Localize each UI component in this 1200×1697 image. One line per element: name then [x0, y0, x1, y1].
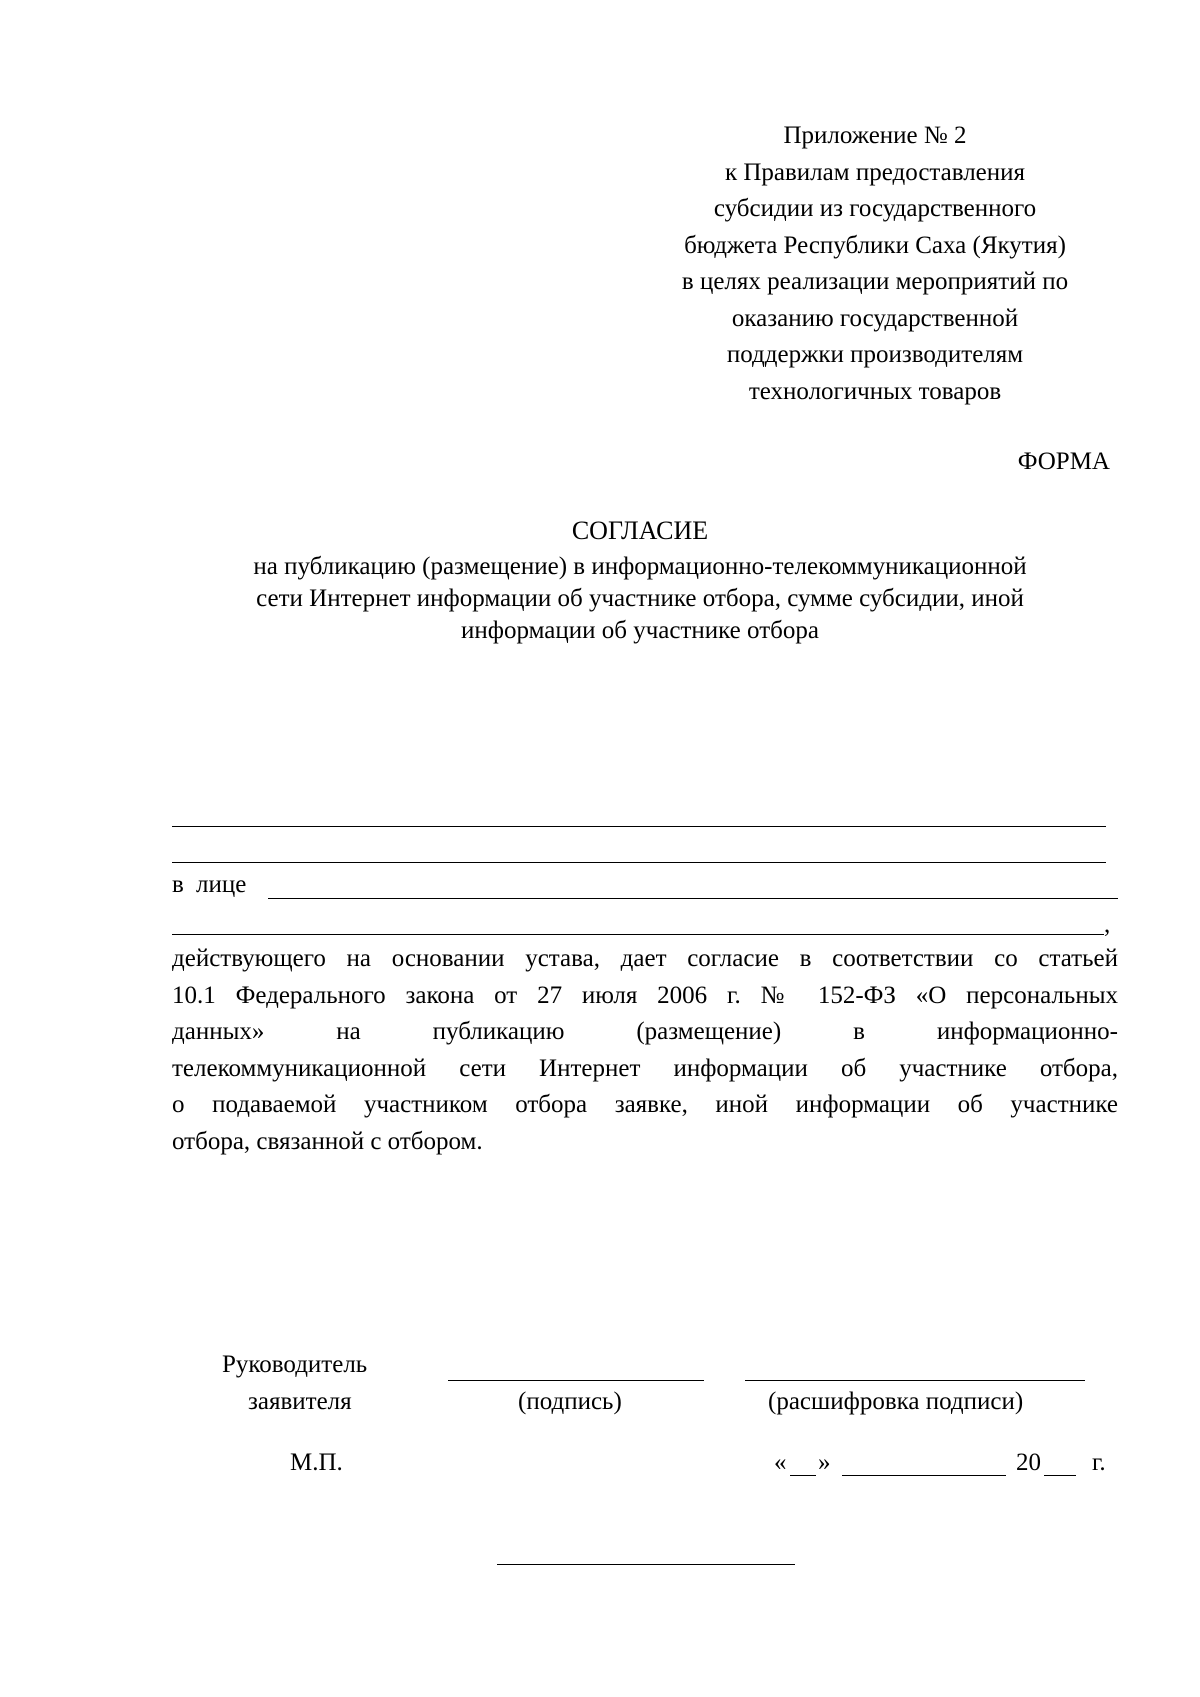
- decode-caption: (расшифровка подписи): [768, 1388, 1024, 1415]
- role-label-line2: заявителя: [248, 1388, 352, 1415]
- form-label: ФОРМА: [1017, 448, 1110, 475]
- date-close-quote: »: [818, 1449, 831, 1476]
- title-heading: СОГЛАСИЕ: [571, 516, 709, 545]
- role-label-line1: Руководитель: [222, 1351, 368, 1378]
- representative-name-line-2[interactable]: [172, 934, 1104, 935]
- annex-header: [640, 118, 1110, 410]
- date-open-quote: «: [774, 1449, 787, 1476]
- signature-decode-line[interactable]: [745, 1380, 1085, 1381]
- date-year-line[interactable]: [1044, 1475, 1076, 1476]
- signature-caption: (подпись): [518, 1388, 622, 1415]
- bottom-blank-line[interactable]: [497, 1564, 795, 1565]
- year-suffix: г.: [1092, 1449, 1106, 1476]
- document-title: [170, 515, 1110, 647]
- annex-line: оказанию государственной: [731, 304, 1019, 332]
- body-line: о подаваемой участником отбора заявке, иной информации об участнике: [172, 1091, 1118, 1118]
- body-line: данных» на публикацию (размещение) в информационно-: [172, 1018, 1118, 1045]
- body-line: отбора, связанной с отбором.: [172, 1127, 483, 1155]
- trailing-comma: ,: [1104, 911, 1111, 938]
- annex-line: к Правилам предоставления: [724, 158, 1026, 186]
- annex-line: поддержки производителям: [726, 341, 1024, 368]
- representative-name-line[interactable]: [268, 898, 1118, 899]
- consent-body: [172, 941, 1118, 1160]
- body-line: действующего на основании устава, дает согласие в соответствии со статьей: [172, 945, 1118, 972]
- applicant-name-line-2[interactable]: [172, 862, 1106, 863]
- signature-line[interactable]: [448, 1380, 704, 1381]
- applicant-name-line-1[interactable]: [172, 826, 1106, 827]
- body-line: телекоммуникационной сети Интернет информации об участнике отбора,: [172, 1054, 1118, 1082]
- annex-line: субсидии из государственного: [713, 195, 1037, 222]
- date-month-line[interactable]: [842, 1475, 1006, 1476]
- body-line: 10.1 Федерального закона от 27 июля 2006 г. № 152-ФЗ «О персональных: [172, 981, 1118, 1009]
- annex-line: бюджета Республики Саха (Якутия): [684, 231, 1066, 259]
- in-person-label: в лице: [172, 871, 247, 898]
- date-day-line[interactable]: [790, 1475, 816, 1476]
- title-line: информации об участнике отбора: [461, 617, 819, 644]
- year-prefix: 20: [1016, 1449, 1041, 1476]
- title-line: сети Интернет информации об участнике отбора, сумме субсидии, иной: [256, 585, 1024, 612]
- annex-line: технологичных товаров: [748, 377, 1002, 405]
- annex-line: в целях реализации мероприятий по: [681, 268, 1069, 295]
- stamp-label: М.П.: [290, 1449, 343, 1476]
- annex-line: Приложение № 2: [783, 122, 967, 149]
- title-line: на публикацию (размещение) в информационно-телекоммуникационной: [253, 553, 1027, 580]
